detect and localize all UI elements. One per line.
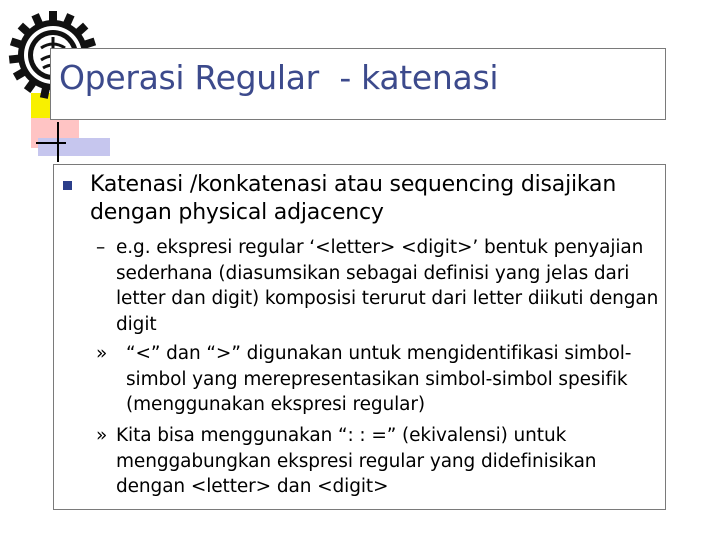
double-chevron-marker: » xyxy=(96,425,108,446)
sub-item-text: Kita bisa menggunakan “: : =” (ekivalensi) untuk menggabungkan ekspresi regular yang didefinisikan dengan <letter> dan <digit> xyxy=(116,425,597,497)
sub-item-text: “<” dan “>” digunakan untuk mengidentifikasi simbol-simbol yang merepresentasikan simbol-simbol spesifik (menggunakan ekspresi regular) xyxy=(126,343,632,415)
content-box xyxy=(53,164,666,510)
decor-horizontal-line xyxy=(36,142,66,144)
slide-title: Operasi Regular - katenasi xyxy=(59,58,499,97)
title-box xyxy=(50,48,666,120)
double-chevron-marker: » xyxy=(96,343,108,364)
main-bullet-text: Katenasi /konkatenasi atau sequencing disajikan dengan physical adjacency xyxy=(90,172,617,225)
dash-marker: – xyxy=(96,237,106,258)
sub-item-text: e.g. ekspresi regular ‘<letter> <digit>’ bentuk penyajian sederhana (diasumsikan sebagai definisi yang jelas dari letter dan digit) komposisi terurut dari letter diikuti dengan digit xyxy=(116,237,659,335)
square-bullet-icon xyxy=(63,181,72,190)
blue-decor-band xyxy=(38,138,110,156)
